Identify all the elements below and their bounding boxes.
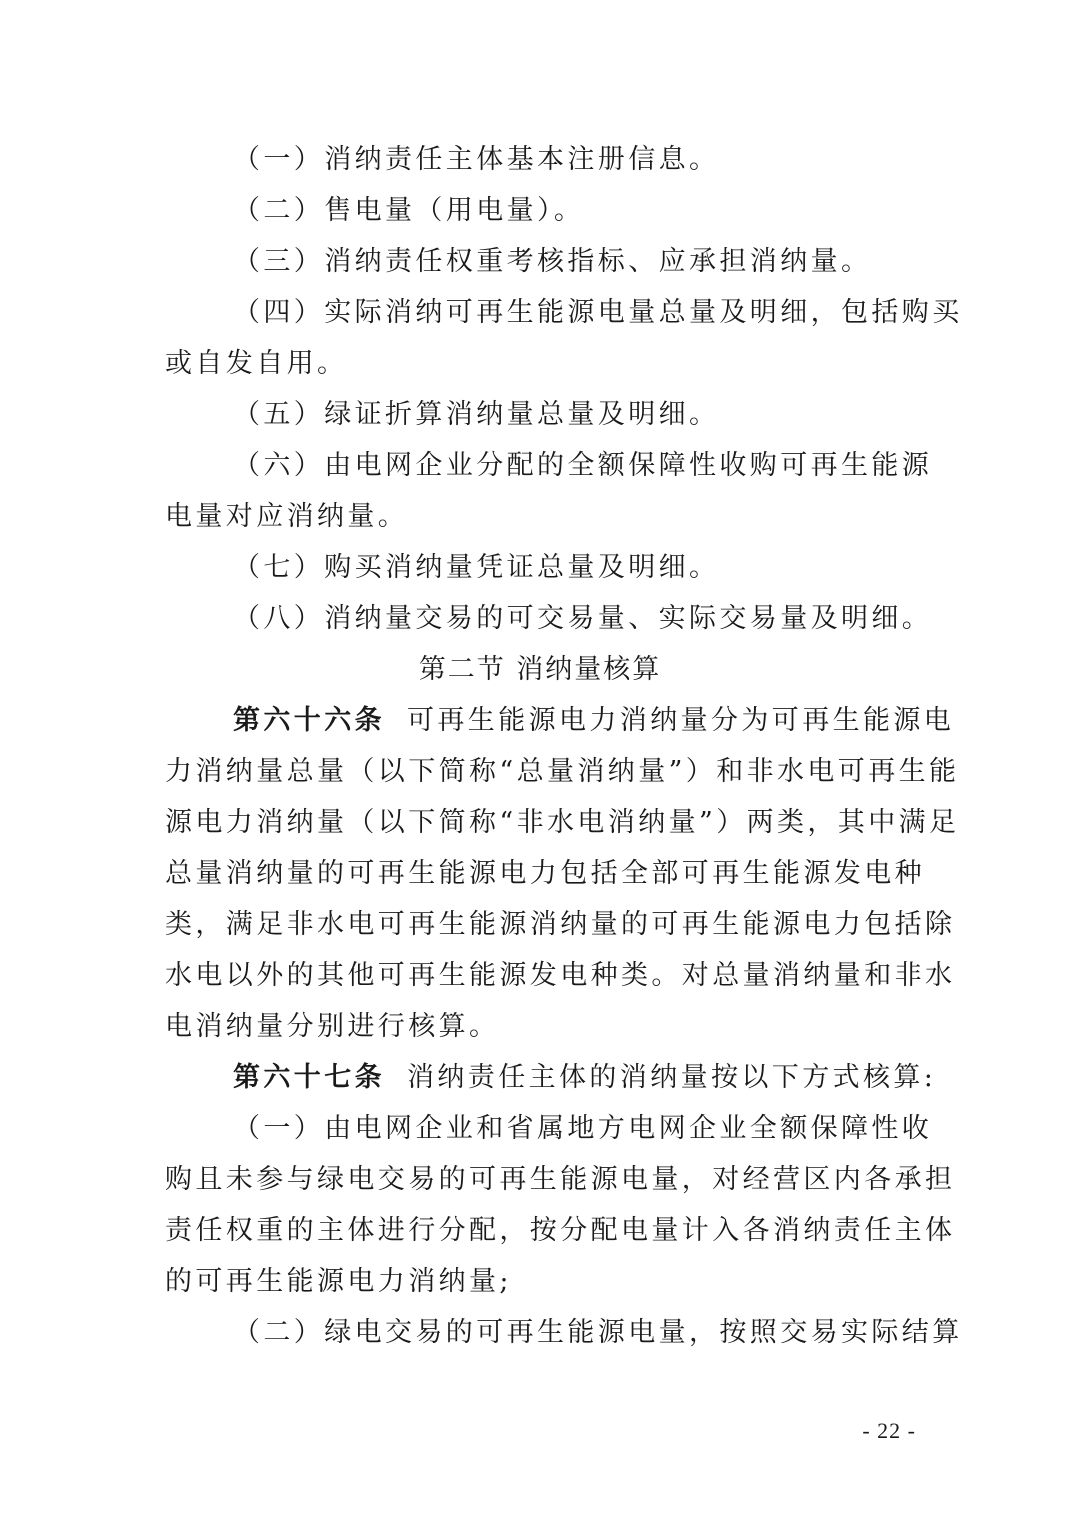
article-66-first-line xyxy=(233,704,993,738)
article-67-line: 的可再生能源电力消纳量; xyxy=(165,1266,512,1297)
list-item: （五）绿证折算消纳量总量及明细。 xyxy=(233,399,720,430)
list-item: （四）实际消纳可再生能源电量总量及明细，包括购买 xyxy=(233,297,963,328)
article-66-line: 类，满足非水电可再生能源消纳量的可再生能源电力包括除 xyxy=(165,909,956,940)
article-66-line: 总量消纳量的可再生能源电力包括全部可再生能源发电种 xyxy=(165,858,925,889)
list-item: （六）由电网企业分配的全额保障性收购可再生能源 xyxy=(233,450,933,481)
list-item-continuation: 电量对应消纳量。 xyxy=(165,501,409,532)
article-66-line: 力消纳量总量（以下简称“总量消纳量”）和非水电可再生能 xyxy=(165,756,960,787)
article-67-item: （二）绿电交易的可再生能源电量，按照交易实际结算 xyxy=(233,1317,963,1348)
article-66-line: 电消纳量分别进行核算。 xyxy=(165,1011,500,1042)
article-66-line: 水电以外的其他可再生能源发电种类。对总量消纳量和非水 xyxy=(165,960,956,991)
page-number: - 22 - xyxy=(862,1418,916,1443)
list-item: （三）消纳责任权重考核指标、应承担消纳量。 xyxy=(233,246,872,277)
article-67-text: 消纳责任主体的消纳量按以下方式核算: xyxy=(407,1062,937,1093)
article-66-text: 可再生能源电力消纳量分为可再生能源电 xyxy=(407,705,955,736)
list-item-continuation: 或自发自用。 xyxy=(165,348,348,379)
list-item: （八）消纳量交易的可交易量、实际交易量及明细。 xyxy=(233,603,933,634)
article-67-line: 购且未参与绿电交易的可再生能源电量，对经营区内各承担 xyxy=(165,1164,956,1195)
article-67-line: 责任权重的主体进行分配，按分配电量计入各消纳责任主体 xyxy=(165,1215,956,1246)
section-heading: 第二节 消纳量核算 xyxy=(418,654,662,685)
list-item: （二）售电量（用电量）。 xyxy=(233,195,585,226)
article-67-first-line xyxy=(233,1061,993,1095)
list-item: （七）购买消纳量凭证总量及明细。 xyxy=(233,552,720,583)
list-item: （一）消纳责任主体基本注册信息。 xyxy=(233,144,720,175)
article-66-line: 源电力消纳量（以下简称“非水电消纳量”）两类，其中满足 xyxy=(165,807,960,838)
article-66-label: 第六十六条 xyxy=(233,705,385,736)
article-67-label: 第六十七条 xyxy=(233,1062,385,1093)
article-67-item: （一）由电网企业和省属地方电网企业全额保障性收 xyxy=(233,1113,933,1144)
